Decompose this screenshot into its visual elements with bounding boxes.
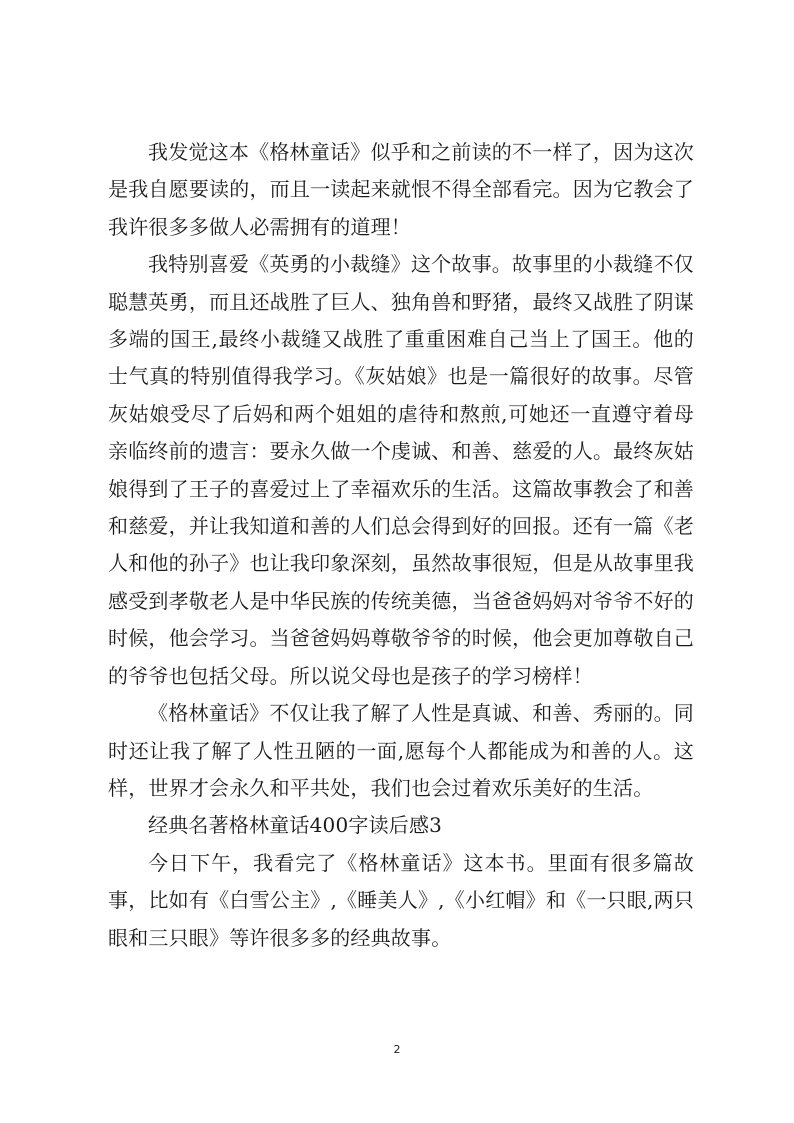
page-number: 2 [393, 1043, 401, 1056]
document-body [108, 134, 694, 957]
section-heading: 经典名著格林童话400字读后感3 [148, 813, 443, 838]
paragraph-summary: 《格林童话》不仅让我了解了人性是真诚、和善、秀丽的。同时还让我了解了人性丑陋的一面,愿每个人都能成为和善的人。这样，世界才会永久和平共处，我们也会过着欢乐美好的生活。 [108, 701, 694, 800]
paragraph-intro: 我发觉这本《格林童话》似乎和之前读的不一样了，因为这次是我自愿要读的，而且一读起来就恨不得全部看完。因为它教会了我许很多多做人必需拥有的道理！ [108, 140, 694, 239]
paragraph-stories: 我特别喜爱《英勇的小裁缝》这个故事。故事里的小裁缝不仅聪慧英勇，而且还战胜了巨人、独角兽和野猪，最终又战胜了阴谋多端的国王,最终小裁缝又战胜了重重困难自己当上了国王。他的士气真的特别值得我学习。《灰姑娘》也是一篇很好的故事。尽管灰姑娘受尽了后妈和两个姐姐的虐待和熬煎,可她还一直遵守着母亲临终前的遗言：要永久做一个虔诚、和善、慈爱的人。最终灰姑娘得到了王子的喜爱过上了幸福欢乐的生活。这篇故事教会了和善和慈爱，并让我知道和善的人们总会得到好的回报。还有一篇《老人和他的孙子》也让我印象深刻，虽然故事很短，但是从故事里我感受到孝敬老人是中华民族的传统美德，当爸爸妈妈对爷爷不好的时候，他会学习。当爸爸妈妈尊敬爷爷的时候，他会更加尊敬自己的爷爷也包括父母。所以说父母也是孩子的学习榜样！ [108, 252, 694, 688]
paragraph-next-essay: 今日下午，我看完了《格林童话》这本书。里面有很多篇故事，比如有《白雪公主》,《睡美人》,《小红帽》和《一只眼,两只眼和三只眼》等许很多多的经典故事。 [108, 850, 694, 950]
